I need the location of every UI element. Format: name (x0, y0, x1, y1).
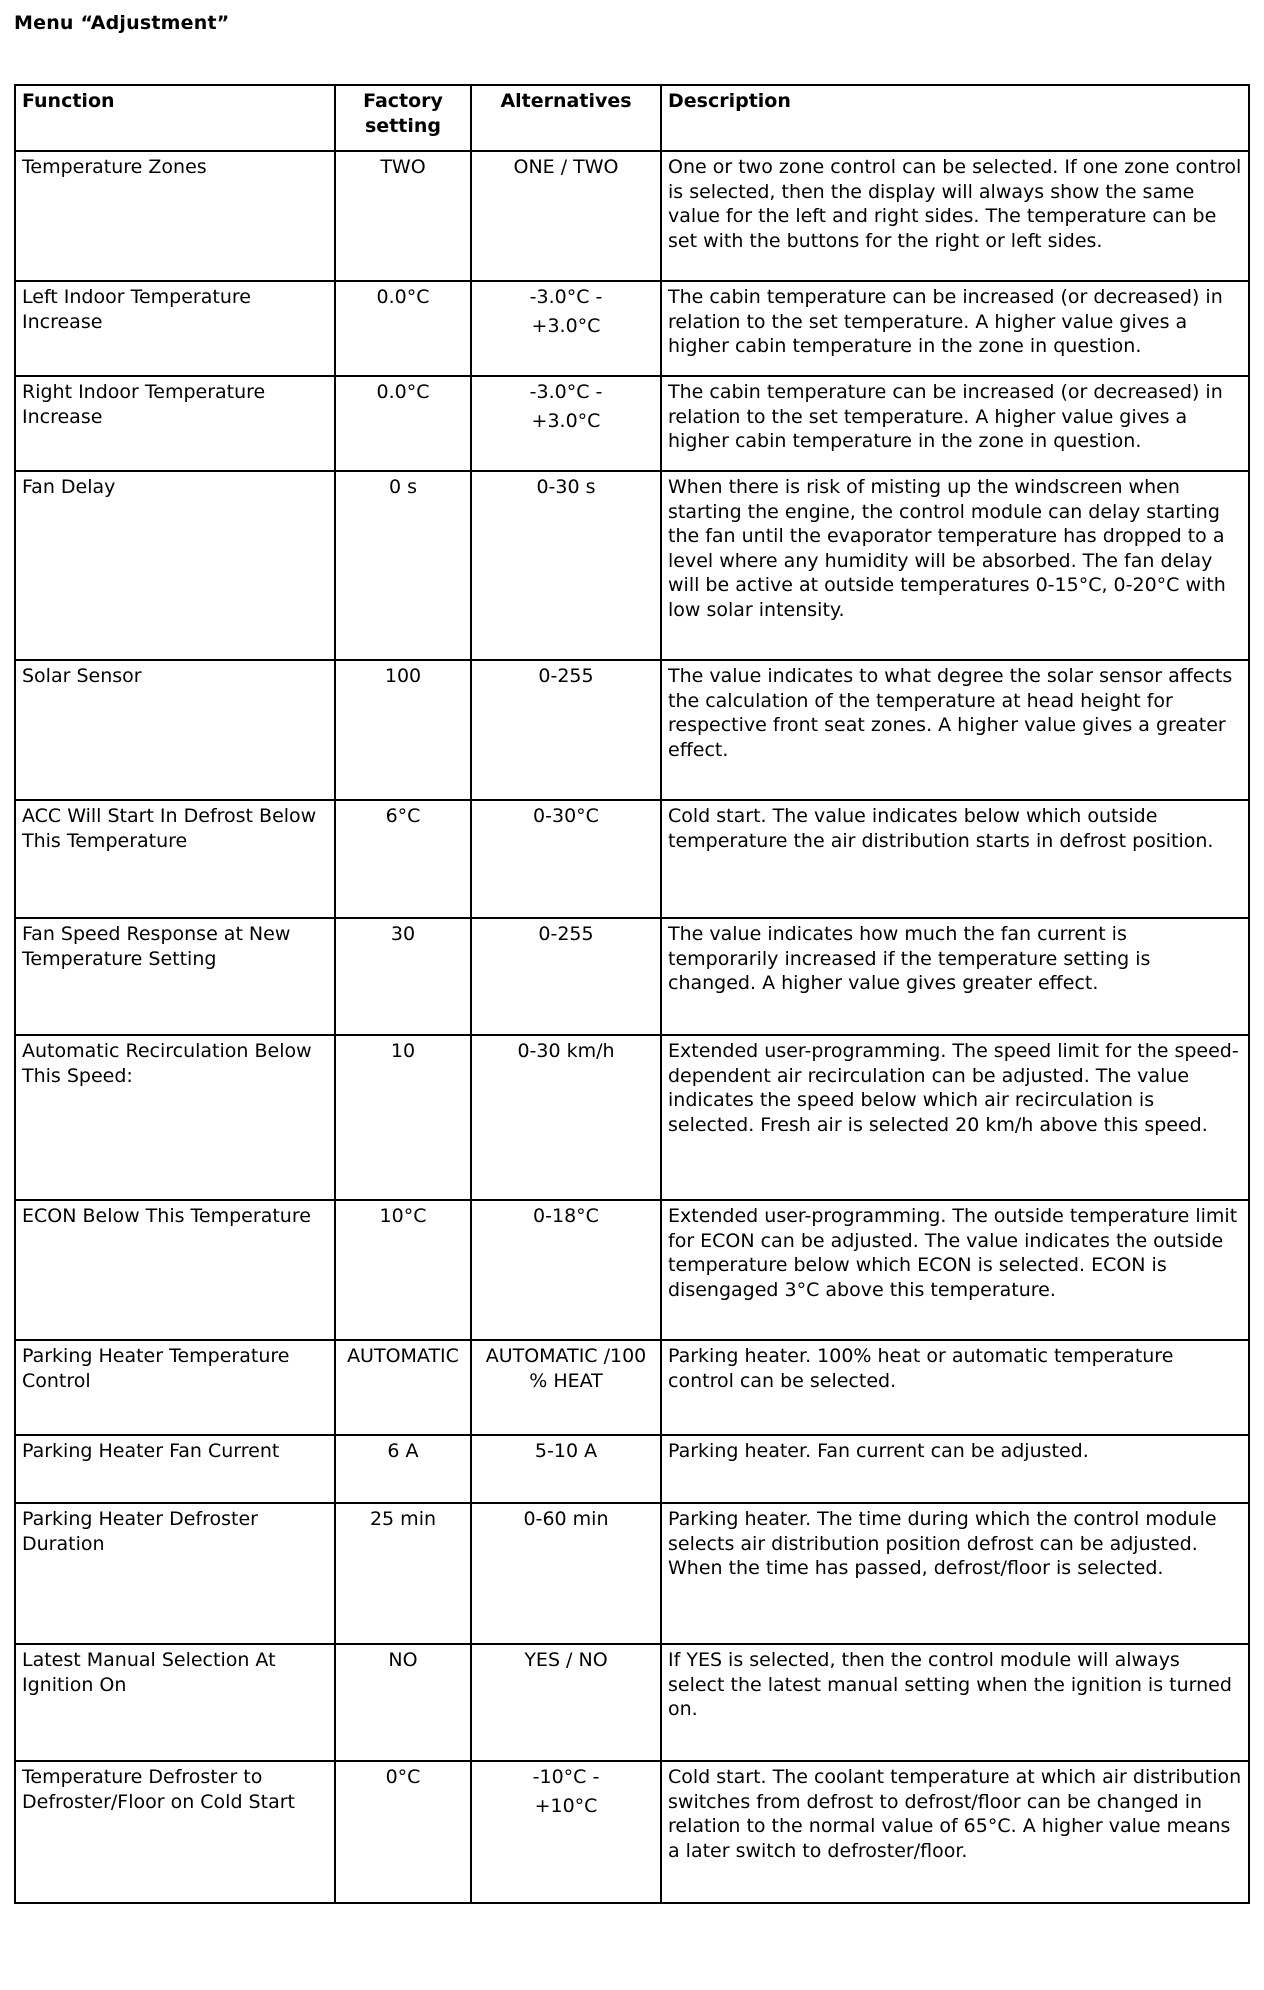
function-cell: Fan Speed Response at New Temperature Setting (15, 918, 335, 1035)
header-function: Function (15, 85, 335, 151)
alternative-value: YES / NO (524, 1649, 608, 1671)
alternatives-cell (471, 151, 661, 281)
factory-setting-cell: 0.0°C (335, 281, 471, 376)
function-cell: ACC Will Start In Defrost Below This Temperature (15, 800, 335, 918)
table-row (15, 800, 1249, 918)
alternative-value: 0-30 km/h (517, 1040, 615, 1062)
function-cell: Fan Delay (15, 471, 335, 660)
alternative-value: AUTOMATIC /100 % HEAT (485, 1345, 647, 1392)
table-row (15, 281, 1249, 376)
description-cell: Parking heater. 100% heat or automatic temperature control can be selected. (661, 1340, 1249, 1435)
header-row (15, 85, 1249, 151)
alternatives-cell (471, 471, 661, 660)
function-cell: Latest Manual Selection At Ignition On (15, 1644, 335, 1761)
function-cell: Parking Heater Temperature Control (15, 1340, 335, 1435)
description-cell: The cabin temperature can be increased (or decreased) in relation to the set temperature. A higher value gives a higher cabin temperature in the zone in question. (661, 281, 1249, 376)
alternative-range-start: -3.0°C - (529, 286, 603, 308)
table-row (15, 1340, 1249, 1435)
table-row (15, 471, 1249, 660)
alternative-value: 0-30°C (533, 805, 599, 827)
alternatives-cell (471, 1761, 661, 1903)
function-cell: Temperature Zones (15, 151, 335, 281)
page-title: Menu “Adjustment” (14, 12, 230, 34)
table-row (15, 151, 1249, 281)
alternative-range-start: -3.0°C - (529, 381, 603, 403)
description-cell: One or two zone control can be selected. If one zone control is selected, then the display will always show the same value for the left and right sides. The temperature can be set with the buttons for the right or left sides. (661, 151, 1249, 281)
function-cell: ECON Below This Temperature (15, 1200, 335, 1340)
table-row (15, 376, 1249, 471)
description-cell: Extended user-programming. The speed limit for the speed-dependent air recirculation can be adjusted. The value indicates the speed below which air recirculation is selected. Fresh air is selected 20 km/h above this speed. (661, 1035, 1249, 1200)
table-row (15, 1435, 1249, 1503)
description-cell: When there is risk of misting up the windscreen when starting the engine, the control module can delay starting the fan until the evaporator temperature has dropped to a level where any humidity will be absorbed. The fan delay will be active at outside temperatures 0-15°C, 0-20°C with low solar intensity. (661, 471, 1249, 660)
function-cell: Parking Heater Defroster Duration (15, 1503, 335, 1644)
table-row (15, 1035, 1249, 1200)
function-cell: Left Indoor Temperature Increase (15, 281, 335, 376)
header-alternatives: Alternatives (471, 85, 661, 151)
alternative-value: ONE / TWO (513, 156, 619, 178)
table-row (15, 660, 1249, 800)
alternatives-cell (471, 1644, 661, 1761)
factory-setting-cell: AUTOMATIC (335, 1340, 471, 1435)
factory-setting-cell: 30 (335, 918, 471, 1035)
function-cell: Parking Heater Fan Current (15, 1435, 335, 1503)
factory-setting-cell: 100 (335, 660, 471, 800)
alternative-value: 5-10 A (534, 1440, 598, 1462)
alternative-range-start: -10°C - (532, 1766, 600, 1788)
alternatives-cell (471, 800, 661, 918)
description-cell: Extended user-programming. The outside temperature limit for ECON can be adjusted. The value indicates the outside temperature below which ECON is selected. ECON is disengaged 3°C above this temperature. (661, 1200, 1249, 1340)
alternatives-cell (471, 1200, 661, 1340)
alternatives-cell (471, 376, 661, 471)
factory-setting-cell: 6 A (335, 1435, 471, 1503)
table-row (15, 1503, 1249, 1644)
description-cell: If YES is selected, then the control module will always select the latest manual setting when the ignition is turned on. (661, 1644, 1249, 1761)
alternative-value: 0-18°C (533, 1205, 599, 1227)
alternative-range-end: +3.0°C (531, 314, 601, 337)
description-cell: Cold start. The coolant temperature at which air distribution switches from defrost to defrost/floor can be changed in relation to the normal value of 65°C. A higher value means a later switch to defroster/floor. (661, 1761, 1249, 1903)
description-cell: Parking heater. The time during which the control module selects air distribution position defrost can be adjusted. When the time has passed, defrost/floor is selected. (661, 1503, 1249, 1644)
description-cell: Parking heater. Fan current can be adjusted. (661, 1435, 1249, 1503)
description-cell: Cold start. The value indicates below which outside temperature the air distribution starts in defrost position. (661, 800, 1249, 918)
factory-setting-cell: 10 (335, 1035, 471, 1200)
adjustment-table (14, 84, 1250, 1904)
factory-setting-cell: TWO (335, 151, 471, 281)
alternative-value: 0-60 min (523, 1508, 609, 1530)
description-cell: The cabin temperature can be increased (or decreased) in relation to the set temperature. A higher value gives a higher cabin temperature in the zone in question. (661, 376, 1249, 471)
function-cell: Right Indoor Temperature Increase (15, 376, 335, 471)
function-cell: Temperature Defroster to Defroster/Floor on Cold Start (15, 1761, 335, 1903)
factory-setting-cell: 0 s (335, 471, 471, 660)
factory-setting-cell: 25 min (335, 1503, 471, 1644)
factory-setting-cell: 6°C (335, 800, 471, 918)
alternatives-cell (471, 660, 661, 800)
factory-setting-cell: 10°C (335, 1200, 471, 1340)
factory-setting-cell: 0.0°C (335, 376, 471, 471)
alternative-value: 0-255 (538, 665, 594, 687)
factory-setting-cell: 0°C (335, 1761, 471, 1903)
alternatives-cell (471, 1435, 661, 1503)
function-cell: Automatic Recirculation Below This Speed: (15, 1035, 335, 1200)
alternative-range-end: +10°C (534, 1794, 598, 1817)
factory-setting-cell: NO (335, 1644, 471, 1761)
alternatives-cell (471, 1340, 661, 1435)
alternatives-cell (471, 1035, 661, 1200)
alternatives-cell (471, 281, 661, 376)
table-row (15, 918, 1249, 1035)
description-cell: The value indicates to what degree the solar sensor affects the calculation of the temperature at head height for respective front seat zones. A higher value gives a greater effect. (661, 660, 1249, 800)
alternative-range-end: +3.0°C (531, 409, 601, 432)
header-factory-setting: Factory setting (335, 85, 471, 151)
alternatives-cell (471, 1503, 661, 1644)
description-cell: The value indicates how much the fan current is temporarily increased if the temperature setting is changed. A higher value gives greater effect. (661, 918, 1249, 1035)
alternative-value: 0-255 (538, 923, 594, 945)
table-row (15, 1200, 1249, 1340)
alternative-value: 0-30 s (536, 476, 596, 498)
function-cell: Solar Sensor (15, 660, 335, 800)
table-row (15, 1644, 1249, 1761)
header-description: Description (661, 85, 1249, 151)
table-row (15, 1761, 1249, 1903)
alternatives-cell (471, 918, 661, 1035)
